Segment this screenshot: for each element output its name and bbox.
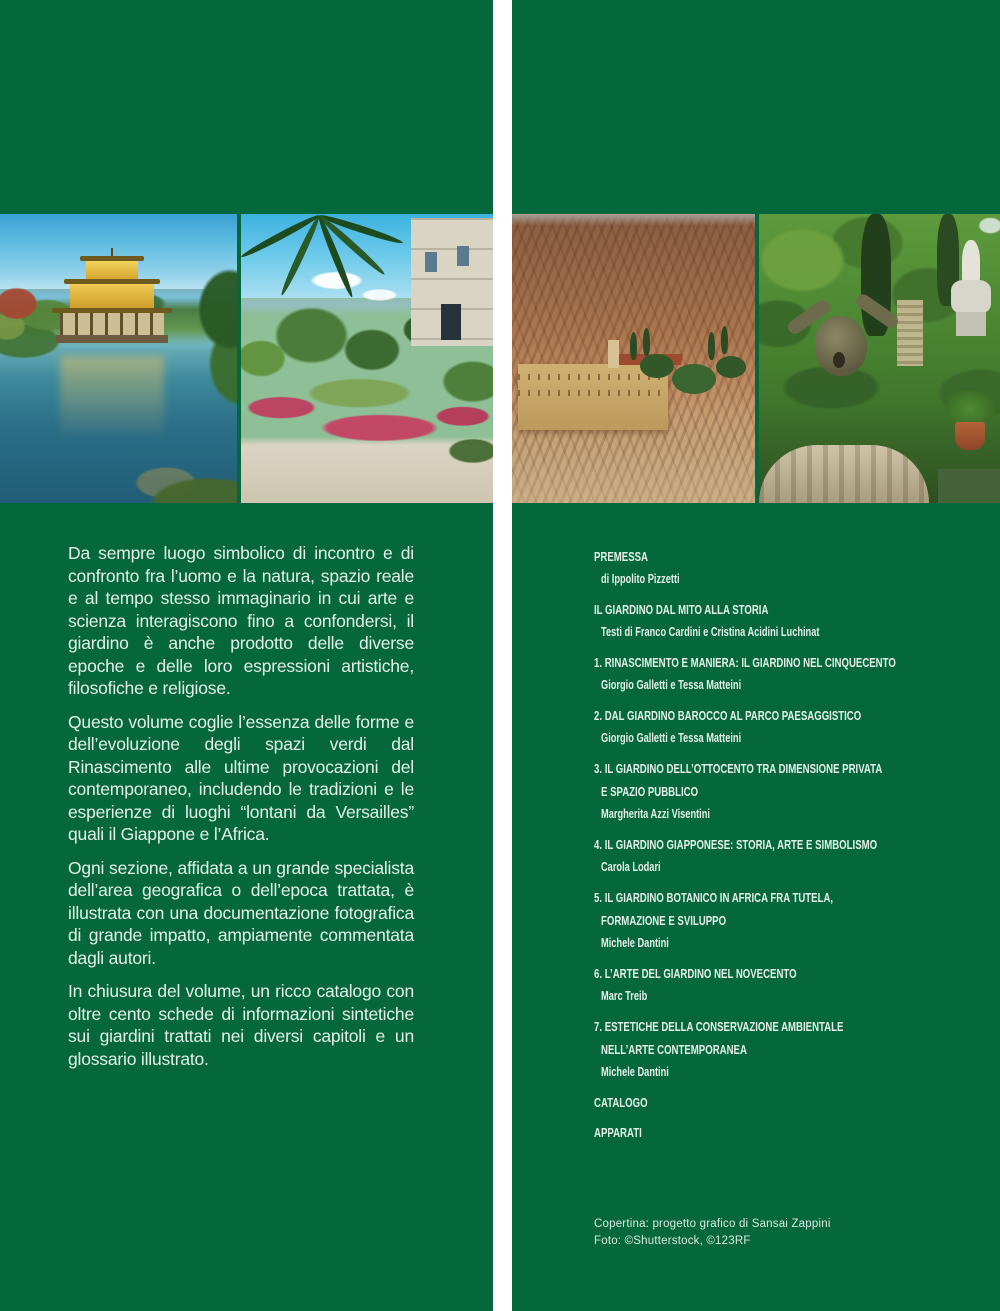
back-cover-paragraph-1: Da sempre luogo simbolico di incontro e di confronto fra l’uomo e la natura, spazio reale e al tempo stesso immaginario in cui arte e scienza interagiscono fino a confondersi, il giardino è anche prodotto delle diverse epoche e delle loro espressioni artistiche, filosofiche e religiose. <box>68 543 414 698</box>
toc-entry-giardino-mito-storia <box>594 598 1000 644</box>
toc-title: 7. ESTETICHE DELLA CONSERVAZIONE AMBIENTALE <box>594 1019 844 1034</box>
toc-author: Michele Dantini <box>601 936 669 950</box>
toc-author: Marc Treib <box>601 989 648 1003</box>
marble-statue-illustration <box>951 240 991 340</box>
credits <box>594 1216 831 1249</box>
toc-entry-apparati <box>594 1121 1000 1144</box>
toc-title: 5. IL GIARDINO BOTANICO IN AFRICA FRA TUTELA, <box>594 890 834 905</box>
fountain-shell-basin-illustration <box>759 445 929 503</box>
flap-panel <box>512 0 1000 1311</box>
photo-isola-bella-garden <box>241 214 493 503</box>
toc-title: 3. IL GIARDINO DELL’OTTOCENTO TRA DIMENSIONE PRIVATA <box>594 761 883 776</box>
toc-entry-catalogo <box>594 1091 1000 1114</box>
toc-entry-2-barocco <box>594 704 1000 750</box>
toc-entry-5-botanico-africa <box>594 886 1000 955</box>
back-cover-panel <box>0 0 493 1311</box>
toc-title-line2: NELL’ARTE CONTEMPORANEA <box>601 1042 747 1057</box>
toc-title: 4. IL GIARDINO GIAPPONESE: STORIA, ARTE E SIMBOLISMO <box>594 837 878 852</box>
toc-author: Testi di Franco Cardini e Cristina Acidini Luchinat <box>601 625 820 639</box>
toc-author: Michele Dantini <box>601 1065 669 1079</box>
back-cover-paragraph-4: In chiusura del volume, un ricco catalogo con oltre cento schede di informazioni sintetiche sui giardini trattati nei diversi capitoli e un glossario illustrato. <box>68 981 414 1069</box>
back-cover-text <box>68 542 414 1081</box>
toc-title-line2: E SPAZIO PUBBLICO <box>601 784 699 799</box>
garden-steps-illustration <box>897 300 923 366</box>
toc-entry-3-ottocento <box>594 757 1000 826</box>
table-of-contents <box>594 545 1000 1151</box>
photo-garden-fountain-statues <box>759 214 1000 503</box>
toc-author: Carola Lodari <box>601 860 661 874</box>
toc-title: CATALOGO <box>594 1095 648 1110</box>
toc-title: 2. DAL GIARDINO BAROCCO AL PARCO PAESAGGISTICO <box>594 708 862 723</box>
toc-author: Giorgio Galletti e Tessa Matteini <box>601 678 742 692</box>
toc-author: Margherita Azzi Visentini <box>601 807 710 821</box>
photo-sinai-monastery <box>512 214 755 503</box>
toc-entry-premessa <box>594 545 1000 591</box>
toc-author: Giorgio Galletti e Tessa Matteini <box>601 731 742 745</box>
toc-title: APPARATI <box>594 1125 642 1140</box>
golden-pavilion-illustration <box>52 256 172 348</box>
credit-line-cover-design: Copertina: progetto grafico di Sansai Zappini <box>594 1218 831 1230</box>
back-cover-paragraph-3: Ogni sezione, affidata a un grande specialista dell’area geografica o dell’epoca trattata, è illustrata con una documentazione fotografica di grande impatto, ampiamente commentata dagli autori. <box>68 857 414 968</box>
toc-title: PREMESSA <box>594 549 648 564</box>
bronze-fountain-figure-illustration <box>793 298 893 430</box>
toc-entry-7-estetiche <box>594 1015 1000 1084</box>
pavilion-lake-reflection <box>60 356 164 434</box>
toc-title: 6. L’ARTE DEL GIARDINO NEL NOVECENTO <box>594 966 797 981</box>
photo-kinkakuji-golden-pavilion <box>0 214 237 503</box>
terracotta-pot-illustration <box>955 422 985 450</box>
back-cover-paragraph-2: Questo volume coglie l’essenza delle forme e dell’evoluzione degli spazi verdi dal Rinascimento alle ultime provocazioni del contemporaneo, includendo le tradizioni e le esperienze di luoghi “lontani da Versailles” quali il Giappone e l’Africa. <box>68 711 414 844</box>
toc-entry-4-giapponese <box>594 833 1000 879</box>
toc-entry-1-rinascimento <box>594 651 1000 697</box>
toc-title: 1. RINASCIMENTO E MANIERA: IL GIARDINO NEL CINQUECENTO <box>594 655 896 670</box>
credit-line-photo-sources: Foto: ©Shutterstock, ©123RF <box>594 1234 751 1247</box>
toc-title-line2: FORMAZIONE E SVILUPPO <box>601 913 727 928</box>
villa-facade-illustration <box>411 218 493 346</box>
toc-title: IL GIARDINO DAL MITO ALLA STORIA <box>594 602 769 617</box>
toc-entry-6-novecento <box>594 962 1000 1008</box>
toc-author: di Ippolito Pizzetti <box>601 572 680 586</box>
